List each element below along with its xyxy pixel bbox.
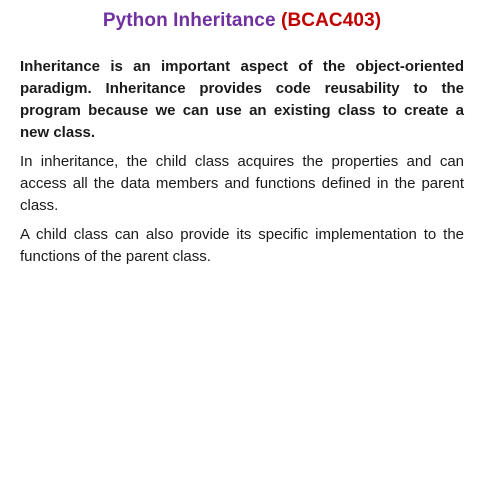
slide-title (20, 8, 464, 34)
child-class-paragraph: In inheritance, the child class acquires the properties and can access all the data members and functions defined in the parent class. (20, 153, 464, 214)
course-code: (BCAC403) (281, 10, 382, 31)
title-main: Python Inheritance (102, 10, 276, 31)
intro-paragraph: Inheritance is an important aspect of the object-oriented paradigm. Inheritance provides code reusability to the program because we can use an existing class to create a new class. (20, 58, 464, 141)
implementation-paragraph: A child class can also provide its specific implementation to the functions of the parent class. (20, 226, 464, 265)
